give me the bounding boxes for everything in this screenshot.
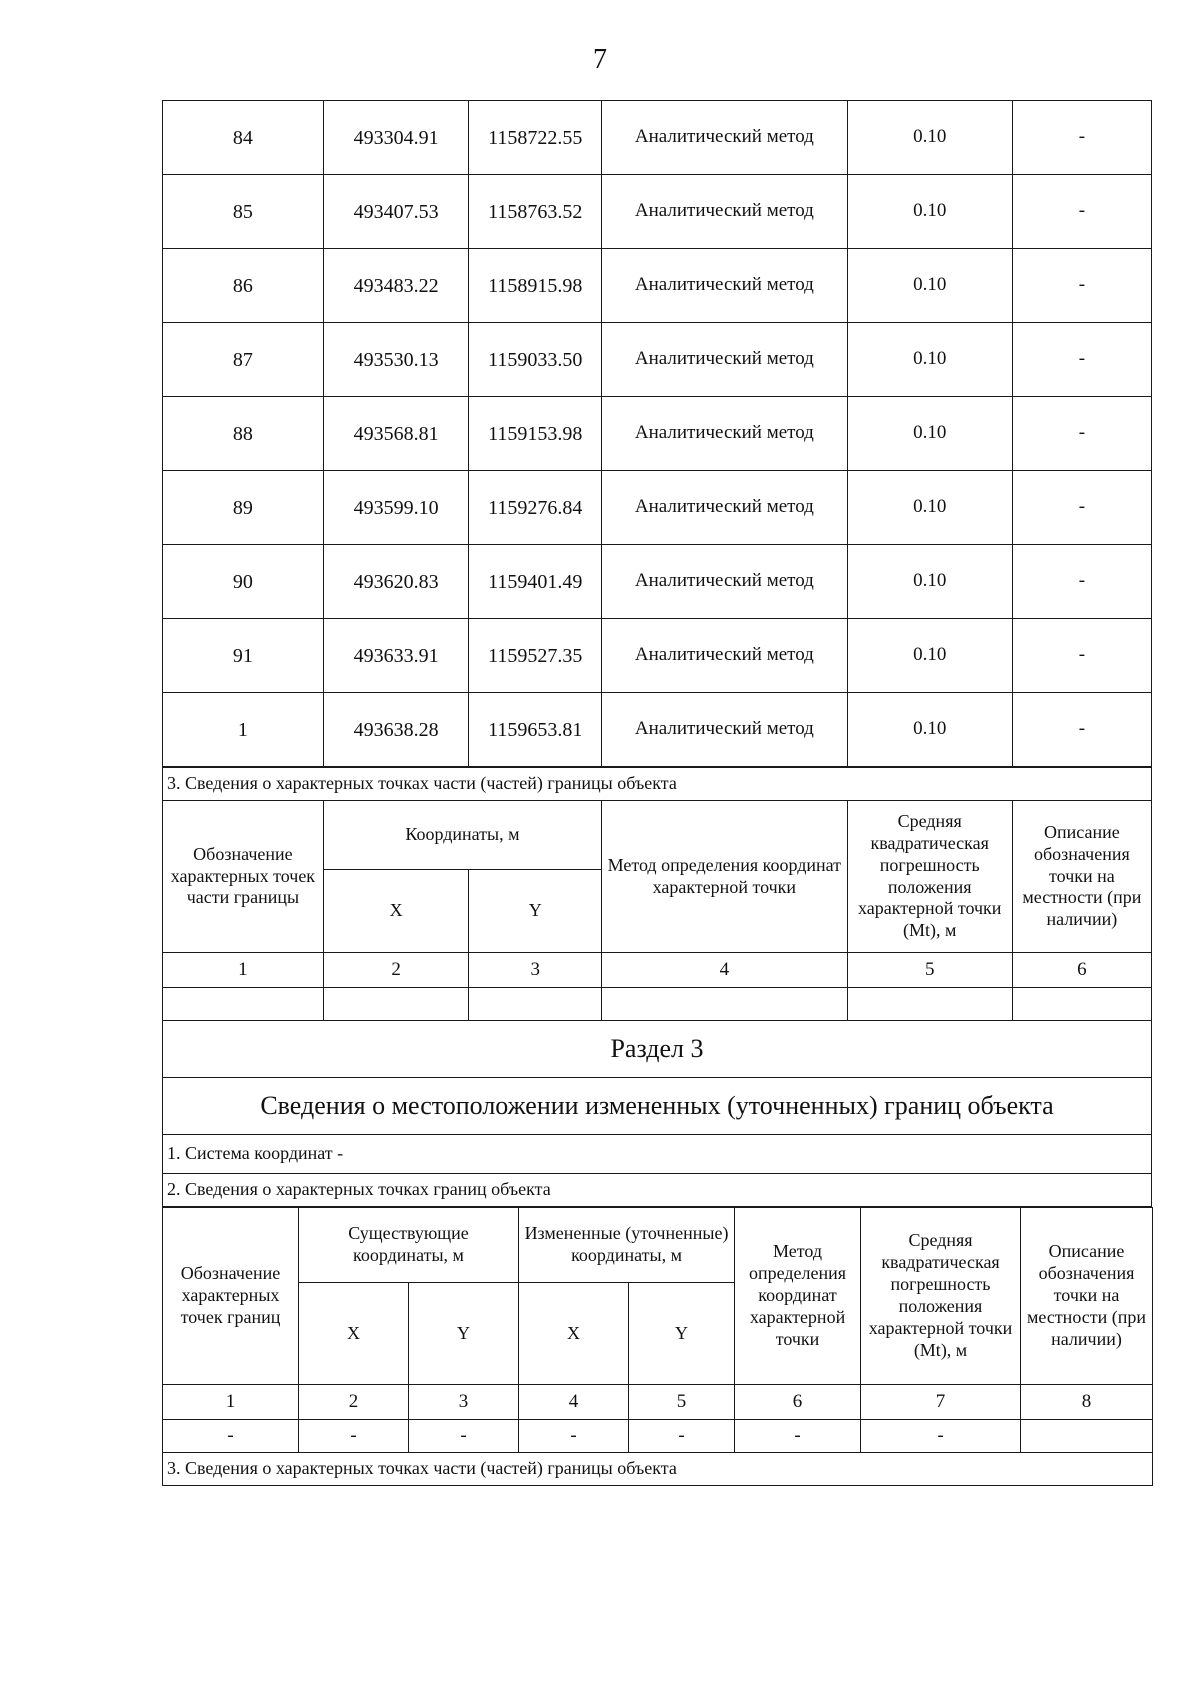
header-y: Y bbox=[629, 1283, 735, 1385]
point-number: 88 bbox=[163, 397, 324, 471]
empty-cell bbox=[847, 988, 1012, 1021]
coord-y: 1159153.98 bbox=[469, 397, 602, 471]
dash-cell: - bbox=[409, 1420, 519, 1453]
description: - bbox=[1012, 471, 1151, 545]
mt-value: 0.10 bbox=[847, 693, 1012, 767]
method: Аналитический метод bbox=[602, 249, 848, 323]
section-subtitle: Сведения о местоположении измененных (уточненных) границ объекта bbox=[163, 1078, 1152, 1135]
header-desc: Описание обозначения точки на местности (при наличии) bbox=[1012, 801, 1151, 953]
dash-cell: - bbox=[519, 1420, 629, 1453]
point-number: 85 bbox=[163, 175, 324, 249]
table-row bbox=[163, 101, 1152, 175]
mt-value: 0.10 bbox=[847, 323, 1012, 397]
header-method: Метод определения координат характерной точки bbox=[602, 801, 848, 953]
mt-value: 0.10 bbox=[847, 619, 1012, 693]
point-number: 1 bbox=[163, 693, 324, 767]
section-title: Раздел 3 bbox=[163, 1021, 1152, 1078]
col-index: 1 bbox=[163, 1385, 299, 1420]
header-coords: Координаты, м bbox=[323, 801, 601, 870]
coord-y: 1159276.84 bbox=[469, 471, 602, 545]
header-x: X bbox=[299, 1283, 409, 1385]
page-number: 7 bbox=[593, 44, 607, 75]
description: - bbox=[1012, 101, 1151, 175]
point-number: 87 bbox=[163, 323, 324, 397]
description: - bbox=[1012, 693, 1151, 767]
document-sheet bbox=[162, 100, 1152, 1486]
dash-cell: - bbox=[163, 1420, 299, 1453]
coord-x: 493599.10 bbox=[323, 471, 469, 545]
table-row bbox=[163, 545, 1152, 619]
part-points-caption: 3. Сведения о характерных точках части (частей) границы объекта bbox=[163, 1453, 1153, 1486]
method: Аналитический метод bbox=[602, 471, 848, 545]
changed-points-table bbox=[162, 1207, 1153, 1486]
dash-cell: - bbox=[629, 1420, 735, 1453]
header-mt: Средняя квадратическая погрешность положения характерной точки (Mt), м bbox=[861, 1208, 1021, 1385]
method: Аналитический метод bbox=[602, 619, 848, 693]
table-row bbox=[163, 471, 1152, 545]
table-row bbox=[163, 693, 1152, 767]
method: Аналитический метод bbox=[602, 397, 848, 471]
point-number: 91 bbox=[163, 619, 324, 693]
points-caption: 2. Сведения о характерных точках границ объекта bbox=[163, 1174, 1152, 1207]
table-row bbox=[163, 249, 1152, 323]
dash-cell: - bbox=[299, 1420, 409, 1453]
mt-value: 0.10 bbox=[847, 175, 1012, 249]
col-index: 6 bbox=[735, 1385, 861, 1420]
table-row bbox=[163, 323, 1152, 397]
mt-value: 0.10 bbox=[847, 545, 1012, 619]
coord-y: 1159527.35 bbox=[469, 619, 602, 693]
points-table bbox=[162, 100, 1152, 767]
header-mt: Средняя квадратическая погрешность положения характерной точки (Mt), м bbox=[847, 801, 1012, 953]
coord-x: 493620.83 bbox=[323, 545, 469, 619]
coord-x: 493407.53 bbox=[323, 175, 469, 249]
header-x: X bbox=[323, 870, 469, 953]
col-index: 2 bbox=[323, 953, 469, 988]
coord-x: 493483.22 bbox=[323, 249, 469, 323]
point-number: 86 bbox=[163, 249, 324, 323]
coord-x: 493530.13 bbox=[323, 323, 469, 397]
method: Аналитический метод bbox=[602, 323, 848, 397]
header-method: Метод определения координат характерной точки bbox=[735, 1208, 861, 1385]
method: Аналитический метод bbox=[602, 545, 848, 619]
coord-x: 493304.91 bbox=[323, 101, 469, 175]
dash-cell bbox=[1021, 1420, 1153, 1453]
col-index: 5 bbox=[847, 953, 1012, 988]
coord-y: 1158722.55 bbox=[469, 101, 602, 175]
description: - bbox=[1012, 397, 1151, 471]
part-points-caption: 3. Сведения о характерных точках части (частей) границы объекта bbox=[163, 768, 1152, 801]
empty-cell bbox=[469, 988, 602, 1021]
col-index: 4 bbox=[602, 953, 848, 988]
header-changed: Измененные (уточненные) координаты, м bbox=[519, 1208, 735, 1283]
header-point: Обозначение характерных точек части границы bbox=[163, 801, 324, 953]
col-index: 6 bbox=[1012, 953, 1151, 988]
description: - bbox=[1012, 619, 1151, 693]
empty-cell bbox=[323, 988, 469, 1021]
coord-x: 493633.91 bbox=[323, 619, 469, 693]
mt-value: 0.10 bbox=[847, 101, 1012, 175]
coord-y: 1158763.52 bbox=[469, 175, 602, 249]
method: Аналитический метод bbox=[602, 693, 848, 767]
header-point: Обозначение характерных точек границ bbox=[163, 1208, 299, 1385]
header-y: Y bbox=[469, 870, 602, 953]
header-x: X bbox=[519, 1283, 629, 1385]
part-points-table bbox=[162, 767, 1152, 1207]
table-row bbox=[163, 175, 1152, 249]
coord-y: 1159653.81 bbox=[469, 693, 602, 767]
description: - bbox=[1012, 323, 1151, 397]
col-index: 2 bbox=[299, 1385, 409, 1420]
coord-x: 493638.28 bbox=[323, 693, 469, 767]
header-desc: Описание обозначения точки на местности (при наличии) bbox=[1021, 1208, 1153, 1385]
coord-y: 1158915.98 bbox=[469, 249, 602, 323]
col-index: 7 bbox=[861, 1385, 1021, 1420]
empty-cell bbox=[1012, 988, 1151, 1021]
mt-value: 0.10 bbox=[847, 249, 1012, 323]
point-number: 89 bbox=[163, 471, 324, 545]
coord-y: 1159033.50 bbox=[469, 323, 602, 397]
col-index: 5 bbox=[629, 1385, 735, 1420]
dash-cell: - bbox=[861, 1420, 1021, 1453]
empty-cell bbox=[163, 988, 324, 1021]
header-existing: Существующие координаты, м bbox=[299, 1208, 519, 1283]
col-index: 1 bbox=[163, 953, 324, 988]
description: - bbox=[1012, 175, 1151, 249]
coord-x: 493568.81 bbox=[323, 397, 469, 471]
point-number: 84 bbox=[163, 101, 324, 175]
coord-y: 1159401.49 bbox=[469, 545, 602, 619]
dash-cell: - bbox=[735, 1420, 861, 1453]
empty-cell bbox=[602, 988, 848, 1021]
point-number: 90 bbox=[163, 545, 324, 619]
method: Аналитический метод bbox=[602, 175, 848, 249]
coord-system: 1. Система координат - bbox=[163, 1135, 1152, 1174]
table-row bbox=[163, 619, 1152, 693]
mt-value: 0.10 bbox=[847, 471, 1012, 545]
method: Аналитический метод bbox=[602, 101, 848, 175]
mt-value: 0.10 bbox=[847, 397, 1012, 471]
col-index: 3 bbox=[469, 953, 602, 988]
col-index: 4 bbox=[519, 1385, 629, 1420]
description: - bbox=[1012, 249, 1151, 323]
col-index: 8 bbox=[1021, 1385, 1153, 1420]
header-y: Y bbox=[409, 1283, 519, 1385]
description: - bbox=[1012, 545, 1151, 619]
table-row bbox=[163, 397, 1152, 471]
col-index: 3 bbox=[409, 1385, 519, 1420]
